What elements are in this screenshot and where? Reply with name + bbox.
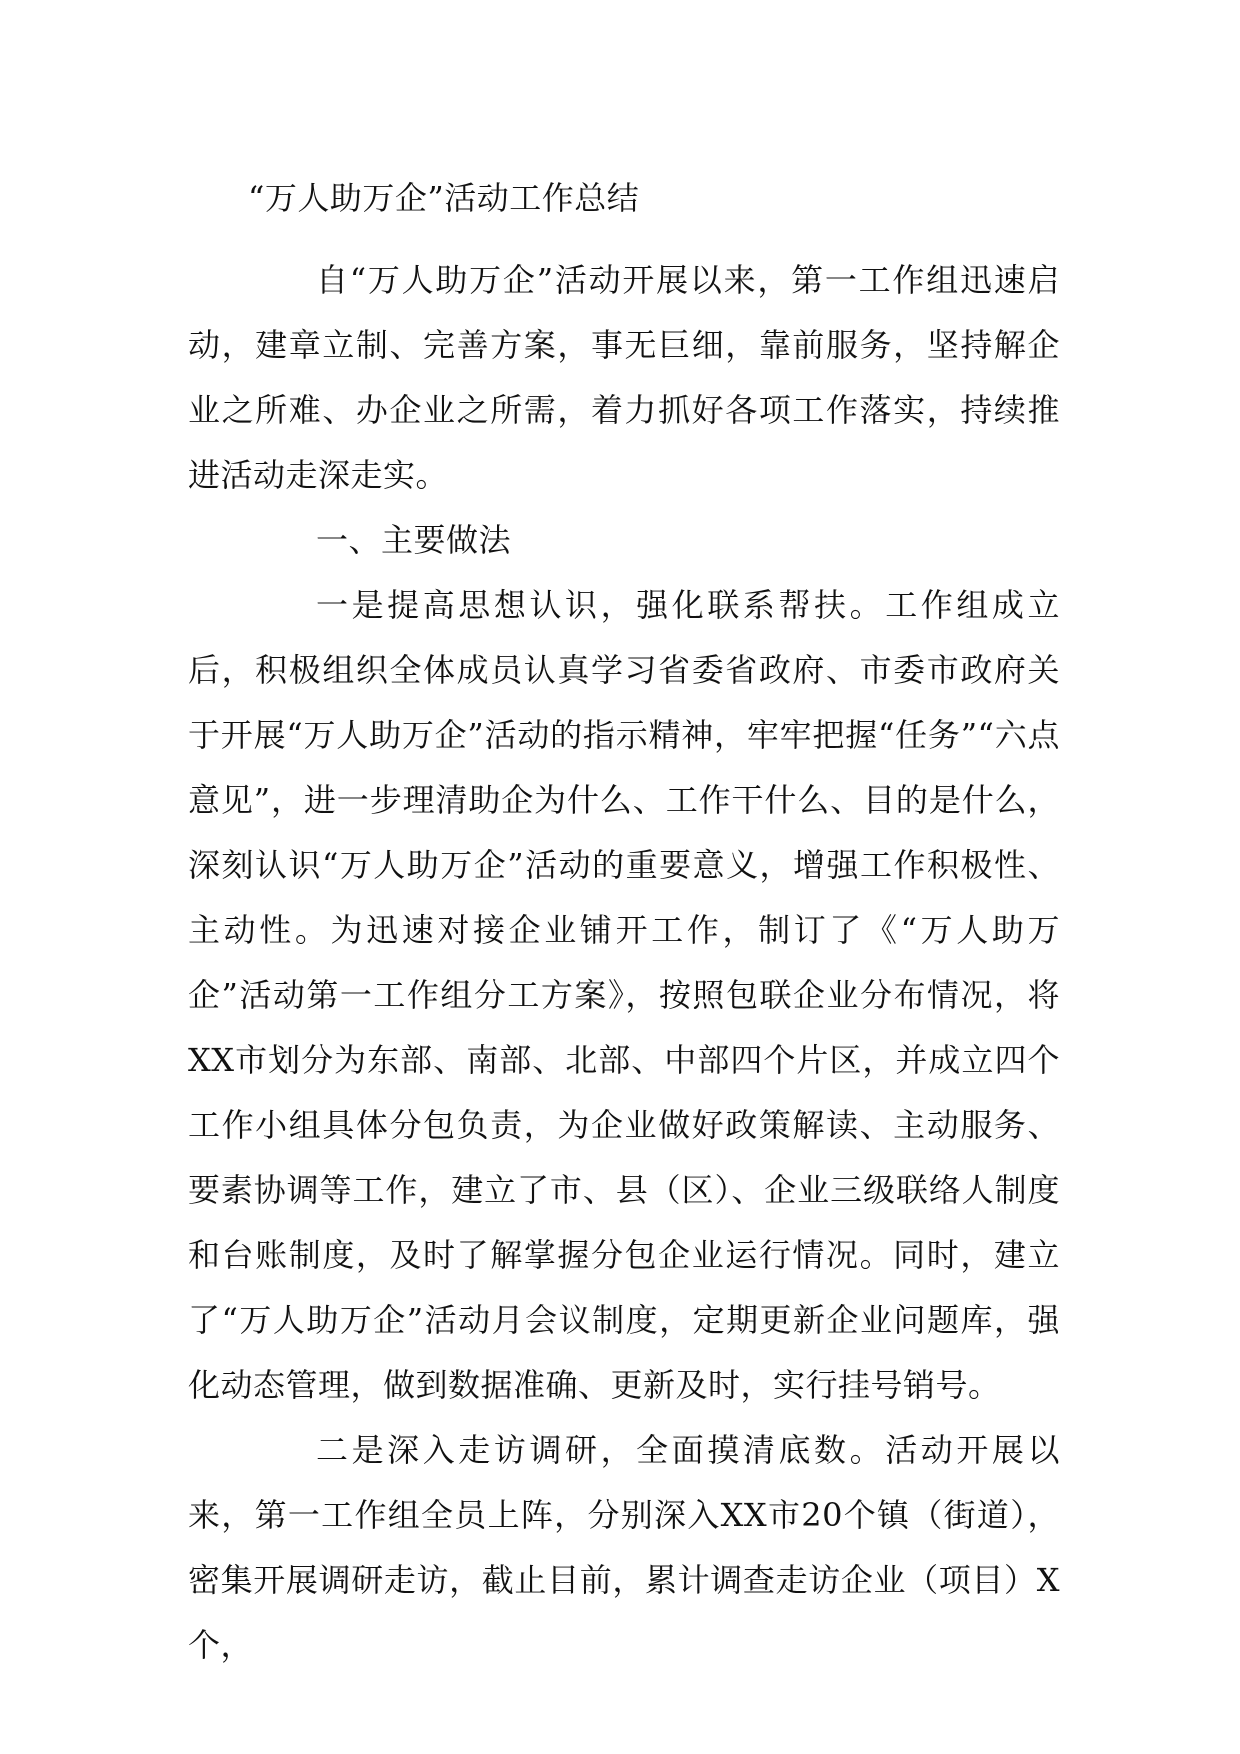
body-paragraph-1: 一是提高思想认识，强化联系帮扶。工作组成立后，积极组织全体成员认真学习省委省政府、市委市政府关于开展“万人助万企”活动的指示精神，牢牢把握“任务”“六点意见”，进一步理清助企为什么、工作干什么、目的是什么，深刻认识“万人助万企”活动的重要意义，增强工作积极性、主动性。为迅速对接企业铺开工作，制订了《“万人助万企”活动第一工作组分工方案》，按照包联企业分布情况，将XX市划分为东部、南部、北部、中部四个片区，并成立四个工作小组具体分包负责，为企业做好政策解读、主动服务、要素协调等工作，建立了市、县（区）、企业三级联络人制度和台账制度，及时了解掌握分包企业运行情况。同时，建立了“万人助万企”活动月会议制度，定期更新企业问题库，强化动态管理，做到数据准确、更新及时，实行挂号销号。	[188, 586, 1060, 1404]
section-heading: 一、主要做法	[316, 521, 512, 559]
body-paragraph-2: 二是深入走访调研，全面摸清底数。活动开展以来，第一工作组全员上阵，分别深入XX市20个镇（街道），密集开展调研走访，截止目前，累计调查走访企业（项目）X个，	[188, 1431, 1060, 1664]
document-body	[188, 168, 1060, 1678]
document-title: “万人助万企”活动工作总结	[248, 179, 640, 217]
intro-paragraph: 自“万人助万企”活动开展以来，第一工作组迅速启动，建章立制、完善方案，事无巨细，靠前服务，坚持解企业之所难、办企业之所需，着力抓好各项工作落实，持续推进活动走深走实。	[188, 261, 1060, 494]
